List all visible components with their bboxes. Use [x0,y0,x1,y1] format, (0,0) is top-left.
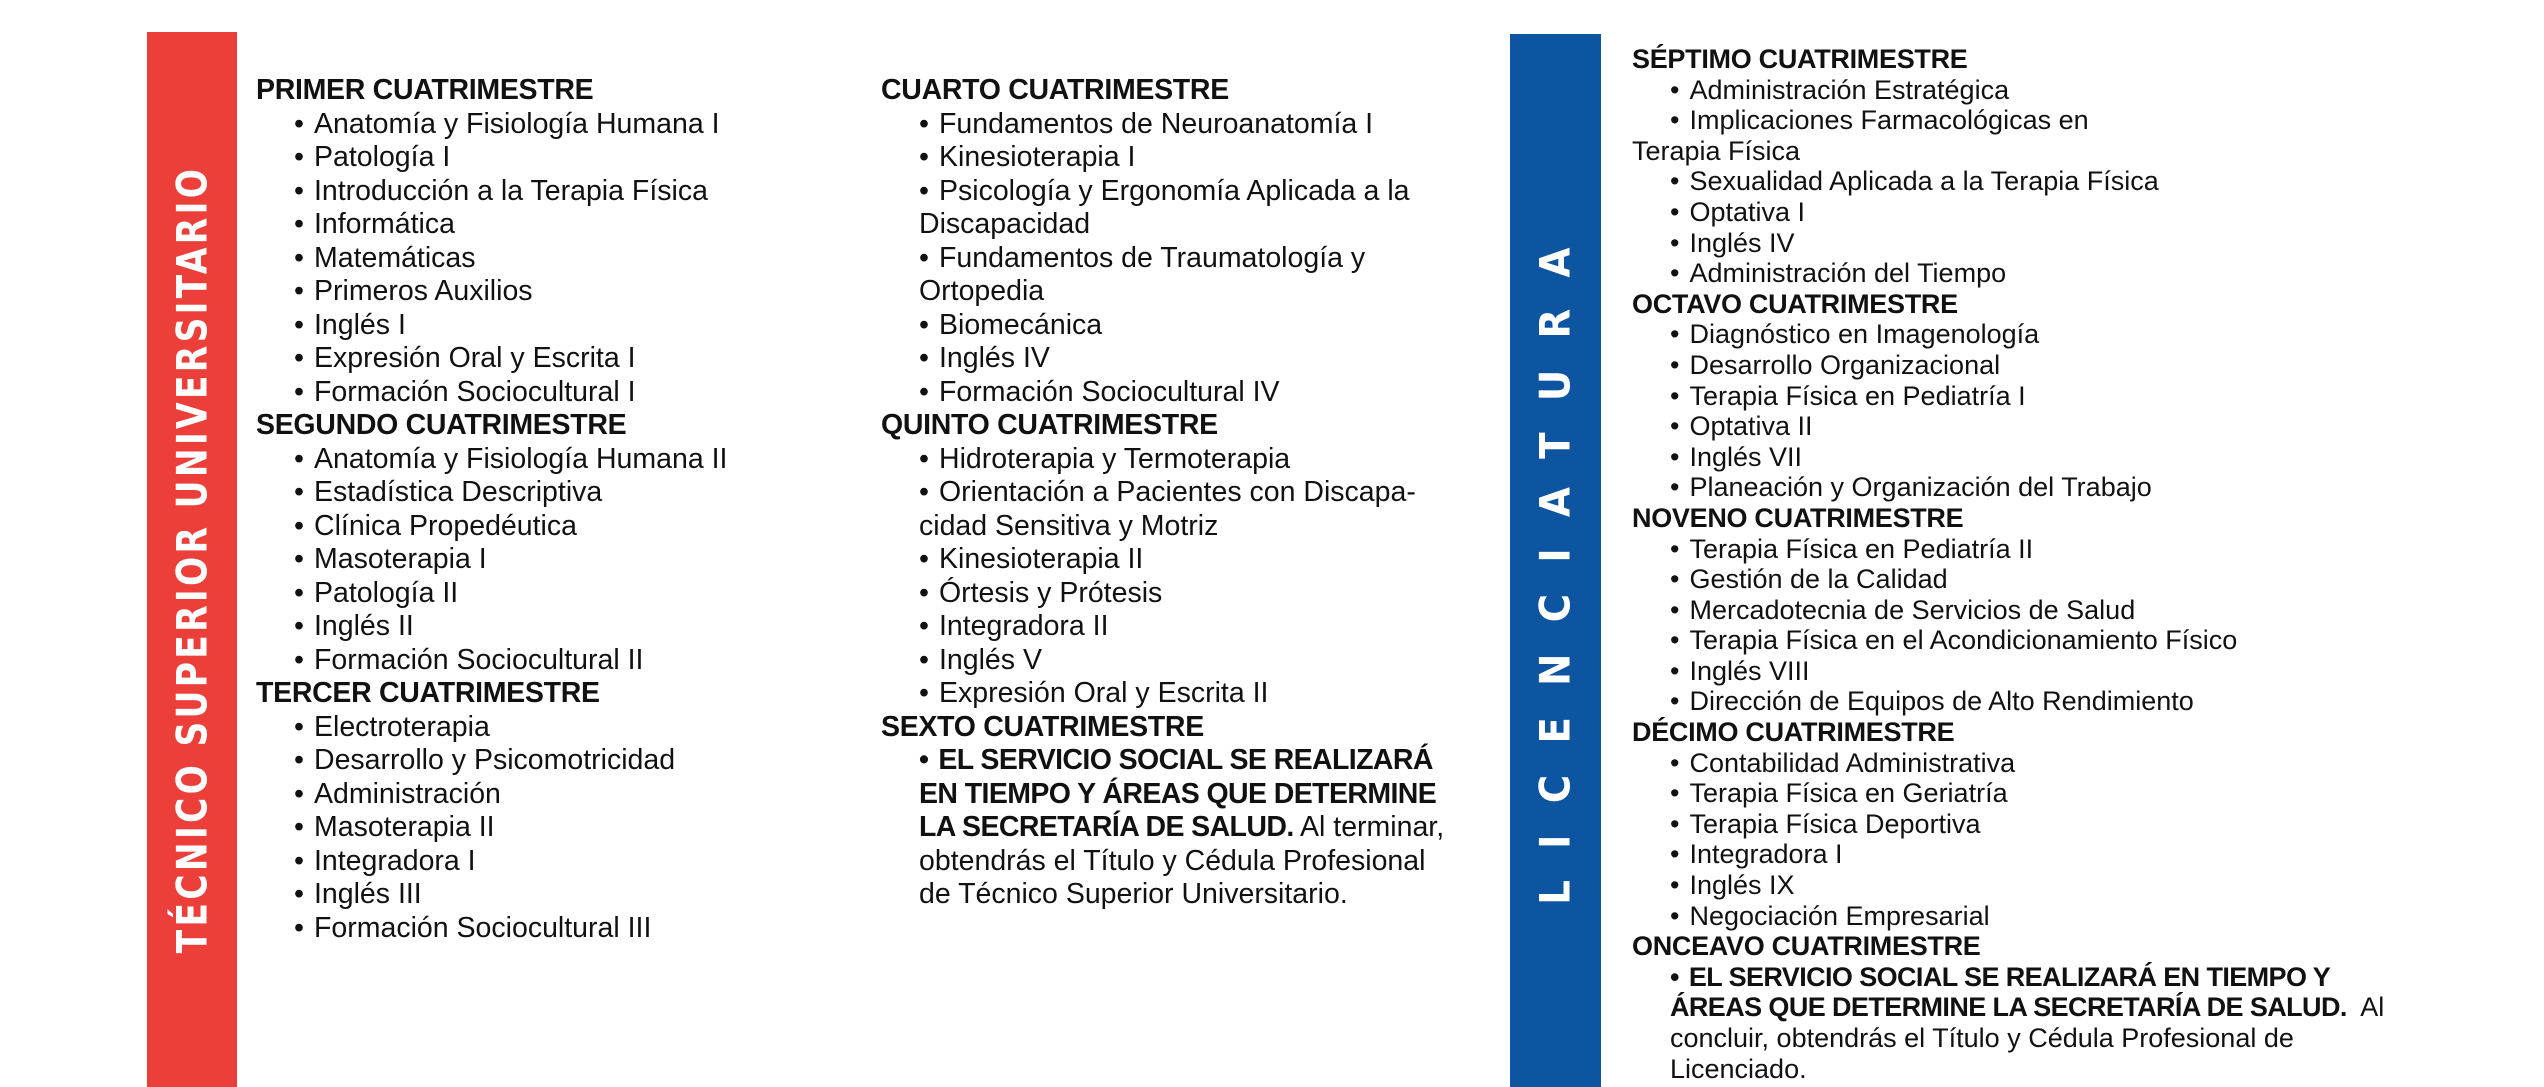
tsu-band [147,32,237,1087]
subject-item: • Matemáticas [294,241,476,274]
social-service-note: • EL SERVICIO SOCIAL SE REALIZARÁ EN TIEMPO Y ÁREAS QUE DETERMINE LA SECRETARÍA DE SALUD. Al terminar, obtendrás el Título y Cédula Profesional de Técnico Superior Universitario. [919,744,1445,910]
subject-item: • Hidroterapia y Termoterapia [919,442,1291,475]
subject-item: • Clínica Propedéutica [294,509,577,542]
subject-item: • Optativa II [1670,411,1813,442]
semester-title: NOVENO CUATRIMESTRE [1632,502,1964,533]
subject-item: • Anatomía y Fisiología Humana II [294,442,728,475]
subject-item: • Inglés I [294,308,406,341]
licenciatura-band-label: LICENCIATURA [1531,216,1581,905]
subject-item: • Administración [294,777,501,810]
semester-title: QUINTO CUATRIMESTRE [881,409,1218,441]
social-service-note: • EL SERVICIO SOCIAL SE REALIZARÁ EN TIEMPO Y ÁREAS QUE DETERMINE LA SECRETARÍA DE SALUD. Al concluir, obtendrás el Título y Cédula Profesional de Licenciado. [1670,961,2385,1084]
licenciatura-band [1510,34,1601,1087]
subject-item: • Gestión de la Calidad [1670,564,1948,595]
subject-item-continuation: Terapia Física [1632,135,1801,166]
subject-item: • Biomecánica [919,308,1103,341]
subject-item: • Masoterapia II [294,811,495,843]
subject-item: • Anatomía y Fisiología Humana I [294,107,720,140]
subject-item: • Inglés IV [919,342,1050,374]
subject-item: • Fundamentos de Traumatología y [919,241,1366,274]
subject-item: • Órtesis y Prótesis [919,576,1163,609]
subject-item: • Orientación a Pacientes con Discapa- [919,476,1416,508]
subject-item: • Introducción a la Terapia Física [294,174,708,207]
subject-item: • Terapia Física en Pediatría II [1670,533,2034,564]
subject-item-continuation: Discapacidad [919,208,1091,240]
subject-item: • Terapia Física en Pediatría I [1670,380,2026,411]
semester-title: CUARTO CUATRIMESTRE [881,74,1229,106]
subject-item: • Primeros Auxilios [294,275,533,307]
semester-title: ONCEAVO CUATRIMESTRE [1632,931,1981,962]
subject-item: • Integradora II [919,610,1109,642]
semester-title: TERCER CUATRIMESTRE [256,677,600,709]
subject-item: • Integradora I [1670,839,1843,870]
subject-item: • Contabilidad Administrativa [1670,747,2016,778]
semester-title: OCTAVO CUATRIMESTRE [1632,288,1958,319]
subject-item: • Terapia Física en Geriatría [1670,778,2008,809]
semester-title: DÉCIMO CUATRIMESTRE [1632,717,1955,748]
subject-item: • Inglés V [919,643,1042,676]
subject-item: • Administración del Tiempo [1670,258,2007,289]
subject-item: • Terapia Física Deportiva [1670,808,1981,839]
subject-item: • Desarrollo Organizacional [1670,349,2001,380]
semester-title: SEGUNDO CUATRIMESTRE [256,409,627,441]
subject-item: • Kinesioterapia I [919,141,1136,173]
subject-item: • Formación Sociocultural IV [919,375,1280,408]
tsu-band-label: TÉCNICO SUPERIOR UNIVERSITARIO [167,165,217,954]
subject-item: • Inglés III [294,878,422,910]
subject-item: • Inglés VII [1670,441,1803,472]
subject-item: • Administración Estratégica [1670,74,2010,105]
subject-item: • Optativa I [1670,196,1806,227]
subject-item: • Fundamentos de Neuroanatomía I [919,107,1374,140]
subject-item-continuation: cidad Sensitiva y Motriz [919,509,1219,542]
subject-item: • Masoterapia I [294,543,487,575]
subject-item: • Inglés VIII [1670,655,1810,686]
subject-item: • Dirección de Equipos de Alto Rendimiento [1670,686,2194,717]
subject-item: • Sexualidad Aplicada a la Terapia Física [1670,166,2159,197]
column-1 [256,74,816,945]
subject-item: • Desarrollo y Psicomotricidad [294,744,676,776]
subject-item: • Planeación y Organización del Trabajo [1670,472,2152,503]
subject-item: • Patología I [294,141,451,173]
subject-item: • Negociación Empresarial [1670,900,1990,931]
semester-title: PRIMER CUATRIMESTRE [256,74,594,106]
column-3 [1632,44,2412,1084]
subject-item-continuation: Ortopedia [919,275,1045,307]
subject-item: • Mercadotecnia de Servicios de Salud [1670,594,2136,625]
subject-item: • Formación Sociocultural III [294,911,652,944]
subject-item: • Inglés IX [1670,870,1795,901]
subject-item: • Informática [294,208,455,240]
subject-item: • Psicología y Ergonomía Aplicada a la [919,174,1410,207]
subject-item: • Formación Sociocultural II [294,643,644,676]
subject-item: • Expresión Oral y Escrita II [919,677,1269,709]
column-2 [881,74,1481,912]
semester-title: SÉPTIMO CUATRIMESTRE [1632,44,1968,74]
subject-item: • Estadística Descriptiva [294,476,603,508]
subject-item: • Electroterapia [294,710,490,743]
subject-item: • Inglés II [294,610,414,642]
subject-item: • Patología II [294,576,459,609]
subject-item: • Terapia Física en el Acondicionamiento Físico [1670,625,2238,656]
subject-item: • Diagnóstico en Imagenología [1670,319,2040,350]
subject-item: • Inglés IV [1670,227,1795,258]
subject-item: • Formación Sociocultural I [294,375,636,408]
subject-item: • Expresión Oral y Escrita I [294,342,636,374]
subject-item: • Kinesioterapia II [919,543,1144,575]
subject-item: • Integradora I [294,844,476,877]
subject-item: • Implicaciones Farmacológicas en [1670,105,2089,136]
semester-title: SEXTO CUATRIMESTRE [881,710,1204,743]
